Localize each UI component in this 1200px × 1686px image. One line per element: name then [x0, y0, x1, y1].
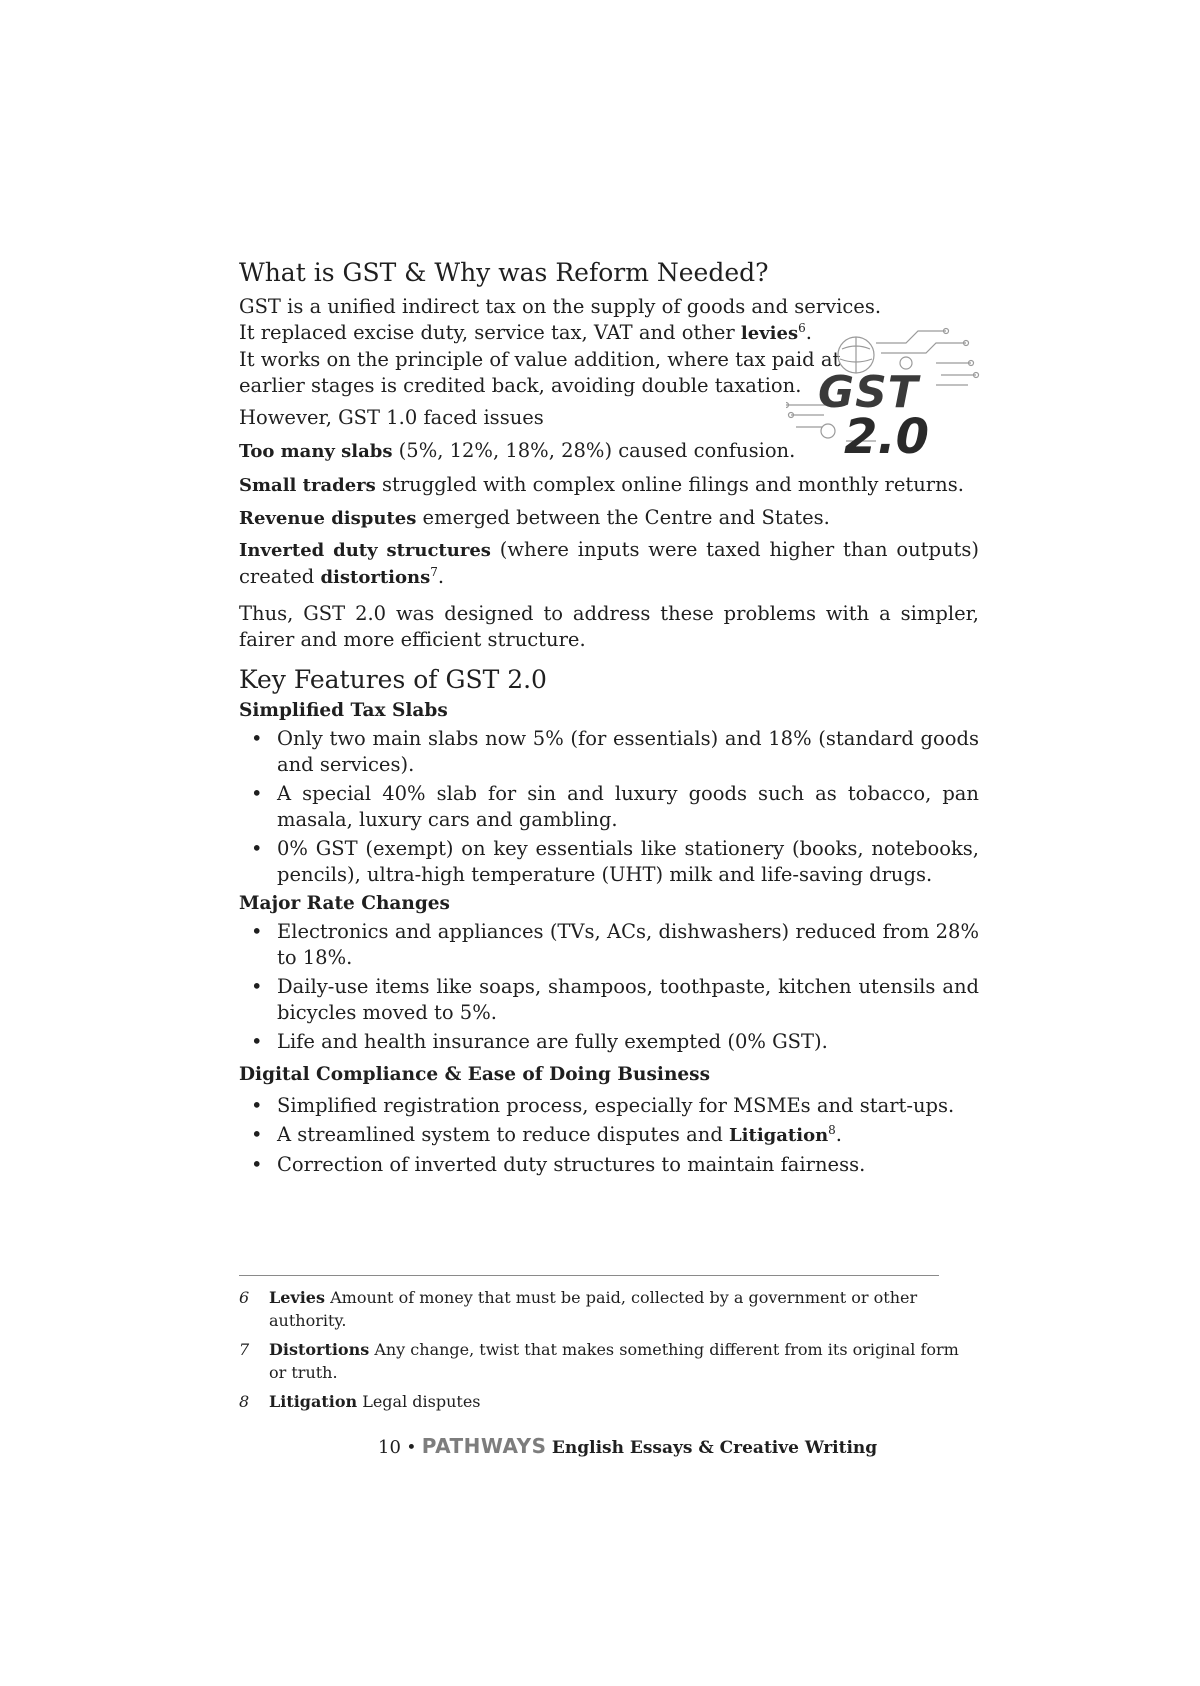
conclusion-paragraph: Thus, GST 2.0 was designed to address these problems with a simpler, fairer and more efficient structure. — [239, 602, 979, 651]
footnote-8: 8 Litigation Legal disputes — [239, 1392, 481, 1411]
list-item: • Electronics and appliances (TVs, ACs, dishwashers) reduced from 28% to 18%. — [251, 920, 979, 969]
issue-4: Inverted duty structures (where inputs were taxed higher than outputs) created distortions$^7$. — [239, 538, 979, 588]
logo-text-2-0: 2.0 — [844, 409, 930, 465]
gst-2-0-logo-icon — [786, 323, 982, 473]
issue-3: Revenue disputes emerged between the Centre and States. — [239, 506, 830, 529]
list-item: • Only two main slabs now 5% (for essentials) and 18% (standard goods and services). — [251, 727, 979, 776]
levies-term: levies — [740, 323, 799, 344]
brand-logo: PATHWAYS — [421, 1434, 547, 1458]
footnote-6: 6 Levies Amount of money that must be paid, collected by a government or other authority. — [239, 1288, 918, 1330]
list-item: • A special 40% slab for sin and luxury goods such as tobacco, pan masala, luxury cars and gambling. — [251, 782, 979, 831]
intro-line-5: However, GST 1.0 faced issues — [239, 406, 544, 429]
intro-line-3: It works on the principle of value addition, where tax paid at — [239, 348, 841, 371]
list-item: • Simplified registration process, especially for MSMEs and start-ups. — [251, 1094, 955, 1117]
footnote-ref-6: 6 — [798, 321, 806, 335]
intro-line-1: GST is a unified indirect tax on the supply of goods and services. — [239, 295, 882, 318]
subsection-title-digital-compliance: Digital Compliance & Ease of Doing Business — [239, 1064, 710, 1085]
list-item: • 0% GST (exempt) on key essentials like stationery (books, notebooks, pencils), ultra-high temperature (UHT) milk and life-saving drugs. — [251, 837, 979, 886]
subsection-title-rate-changes: Major Rate Changes — [239, 893, 450, 914]
intro-line-4: earlier stages is credited back, avoiding double taxation. — [239, 374, 802, 397]
issue-2: Small traders struggled with complex online filings and monthly returns. — [239, 473, 964, 496]
list-item: • Life and health insurance are fully exempted (0% GST). — [251, 1030, 828, 1053]
book-title: English Essays & Creative Writing — [551, 1438, 878, 1458]
page-footer — [378, 1434, 878, 1460]
footnote-7: 7 Distortions Any change, twist that makes something different from its original form or truth. — [239, 1340, 959, 1382]
section-heading-key-features: Key Features of GST 2.0 — [239, 665, 547, 694]
footnote-ref-7: 7 — [430, 565, 438, 579]
intro-line-2: It replaced excise duty, service tax, VAT and other levies$^6$. — [239, 321, 812, 344]
logo-text-gst: GST — [818, 367, 919, 418]
issue-1: Too many slabs (5%, 12%, 18%, 28%) caused confusion. — [239, 439, 796, 462]
footer-bullet: • — [406, 1438, 417, 1458]
list-item: • Correction of inverted duty structures to maintain fairness. — [251, 1153, 866, 1176]
page-number: 10 — [378, 1437, 401, 1458]
litigation-term: Litigation — [729, 1125, 829, 1146]
footnote-ref-8: 8 — [828, 1123, 836, 1137]
subsection-title-tax-slabs: Simplified Tax Slabs — [239, 700, 448, 721]
list-item: • A streamlined system to reduce disputes and Litigation$^8$. — [251, 1123, 842, 1146]
list-item: • Daily-use items like soaps, shampoos, toothpaste, kitchen utensils and bicycles moved to 5%. — [251, 975, 979, 1024]
section-heading-what-is-gst: What is GST & Why was Reform Needed? — [239, 258, 769, 287]
footnote-divider — [239, 1275, 939, 1276]
